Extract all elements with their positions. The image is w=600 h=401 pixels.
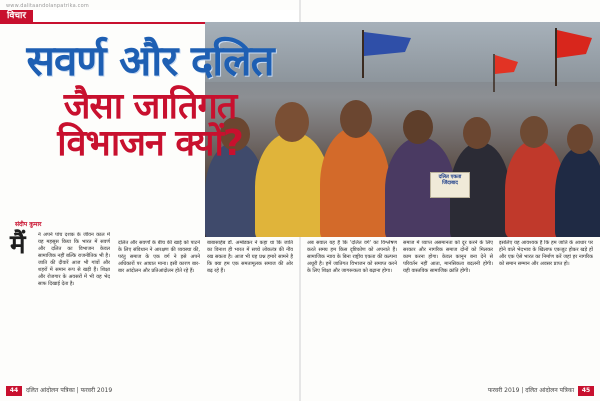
placard-text: दलित एकता जिंदाबाद [438, 174, 462, 186]
red-flag-icon [550, 26, 595, 86]
protester [320, 127, 390, 237]
article-column-6: इसलिए यह आवश्यक है कि हम जाति के आधार पर होने वाले भेदभाव के खिलाफ एकजुट होकर खड़े हों और एक ऐसे भारत का निर्माण करें जहां हर नागरिक को समान सम्मान और अवसर प्राप्त हो। [499, 240, 593, 267]
protester [555, 147, 600, 237]
author-byline: संदीप कुमार [15, 221, 42, 228]
article-headline [10, 36, 290, 164]
article-column-2: दलित और सवर्णों के बीच की खाई को पाटने के लिए संविधान ने आरक्षण की व्यवस्था की, परंतु समाज के एक वर्ग ने इसे अपने अधिकारों पर आघात माना। इसी कारण बार-बार आंदोलन और प्रतिआंदोलन होते रहे हैं। [118, 240, 200, 274]
headline-line-3: विभाजन क्यों? [57, 122, 243, 164]
section-tag: विचार [0, 10, 33, 22]
footer-text-right: फरवरी 2019 | दलित आंदोलन पत्रिका [487, 387, 574, 394]
page-number-right: 45 [578, 386, 594, 396]
blue-flag-icon [355, 28, 415, 78]
page-number-left: 44 [6, 386, 22, 396]
article-column-4: अब सवाल यह है कि 'दलित वर्ग' का विश्लेषण करते समय हम किस दृष्टिकोण को अपनाते हैं। सामाजिक न्याय के बिना राष्ट्रीय एकता की कल्पना अधूरी है। हमें जातिगत विभाजन को समाप्त करने के लिए शिक्षा और जागरूकता को बढ़ाना होगा। [307, 240, 397, 274]
protester-head [567, 124, 593, 154]
protester-head [463, 117, 491, 149]
footer-text-left: दलित आंदोलन पत्रिका | फरवरी 2019 [26, 387, 113, 394]
headline-line-2: जैसा जातिगत [63, 85, 237, 127]
drop-cap: मैं [10, 230, 26, 260]
protest-placard [430, 172, 470, 198]
headline-line-1: सवर्ण और दलित [26, 36, 274, 85]
left-page-footer [0, 386, 300, 396]
article-column-3: बाबासाहेब डॉ. अम्बेडकर ने कहा था कि जाति का विनाश ही भारत में सच्चे लोकतंत्र की नींव रख सकता है। आज भी यह प्रश्न हमारे सामने है कि क्या हम एक समतामूलक समाज की ओर बढ़ रहे हैं। [207, 240, 293, 274]
article-column-1: ने अपने पांच दशक के जीवन काल में यह महसूस किया कि भारत में सवर्ण और दलित का विभाजन केवल सामाजिक नहीं बल्कि राजनीतिक भी है। जाति की दीवारें आज भी गांवों और शहरों में समान रूप से खड़ी हैं। शिक्षा और रोजगार के अवसरों में भी यह भेद साफ दिखाई देता है। [38, 232, 110, 287]
red-flag-icon [490, 52, 520, 92]
website-url: www.dalitaandolanpatrika.com [6, 3, 89, 9]
right-page-footer [300, 386, 600, 396]
article-column-5: समाज में व्याप्त असमानता को दूर करने के लिए सरकार और नागरिक समाज दोनों को मिलकर काम करना होगा। केवल कानून बना देने से परिवर्तन नहीं आता, मानसिकता बदलनी होगी। यही वास्तविक सामाजिक क्रांति होगी। [403, 240, 493, 274]
protester-head [520, 116, 548, 148]
protester-head [403, 110, 433, 144]
protester-head [340, 100, 372, 138]
